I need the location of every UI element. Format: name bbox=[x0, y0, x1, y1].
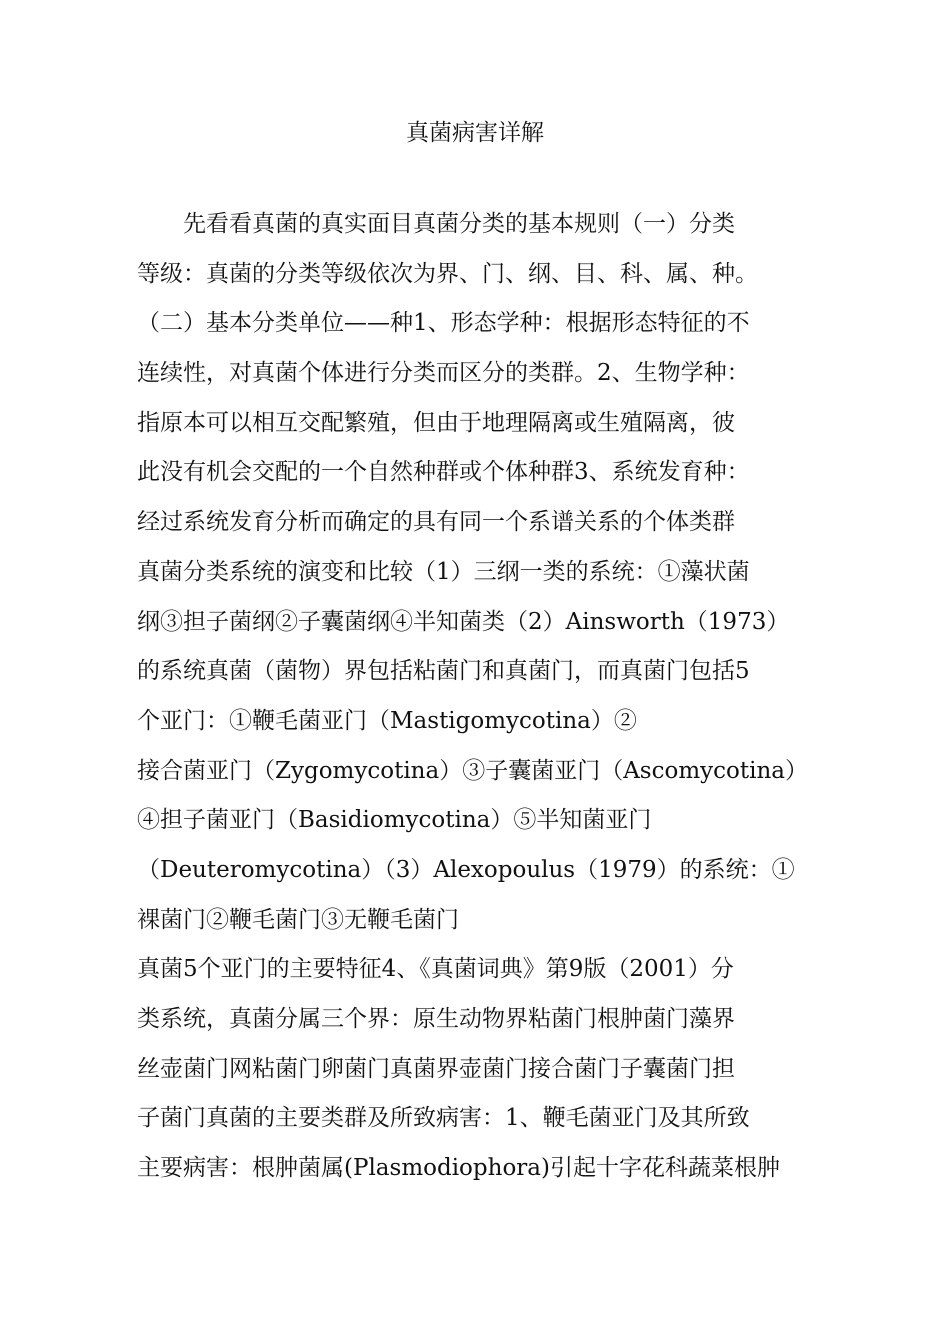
paragraph-line: （二）基本分类单位——种1、形态学种：根据形态特征的不 bbox=[137, 310, 750, 337]
paragraph-line: 等级：真菌的分类等级依次为界、门、纲、目、科、属、种。 bbox=[137, 260, 758, 287]
paragraph-line: 指原本可以相互交配繁殖，但由于地理隔离或生殖隔离，彼 bbox=[137, 409, 735, 436]
paragraph-line: 丝壶菌门网粘菌门卵菌门真菌界壶菌门接合菌门子囊菌门担 bbox=[137, 1055, 735, 1082]
paragraph-line: 主要病害：根肿菌属(Plasmodiophora)引起十字花科蔬菜根肿 bbox=[137, 1155, 780, 1182]
document-title: 真菌病害详解 bbox=[406, 120, 544, 146]
paragraph-line: 此没有机会交配的一个自然种群或个体种群3、系统发育种： bbox=[137, 459, 750, 486]
paragraph-line: 先看看真菌的真实面目真菌分类的基本规则（一）分类 bbox=[137, 211, 735, 237]
paragraph-line: （Deuteromycotina）（3）Alexopoulus（1979）的系统：① bbox=[137, 856, 795, 883]
paragraph-line: 经过系统发育分析而确定的具有同一个系谱关系的个体类群 bbox=[137, 509, 735, 536]
paragraph-line: 纲③担子菌纲②子囊菌纲④半知菌类（2）Ainsworth（1973） bbox=[137, 608, 790, 635]
document-body bbox=[137, 206, 827, 1200]
paragraph-line: 裸菌门②鞭毛菌门③无鞭毛菌门 bbox=[137, 906, 459, 933]
paragraph-line: ④担子菌亚门（Basidiomycotina）⑤半知菌亚门 bbox=[137, 807, 652, 834]
paragraph-line: 的系统真菌（菌物）界包括粘菌门和真菌门，而真菌门包括5 bbox=[137, 658, 750, 685]
paragraph-line: 个亚门：①鞭毛菌亚门（Mastigomycotina）② bbox=[137, 707, 637, 734]
paragraph-line: 类系统，真菌分属三个界：原生动物界粘菌门根肿菌门藻界 bbox=[137, 1006, 735, 1032]
paragraph-line: 子菌门真菌的主要类群及所致病害：1、鞭毛菌亚门及其所致 bbox=[137, 1105, 750, 1132]
paragraph-line: 真菌5个亚门的主要特征4、《真菌词典》第9版（2001）分 bbox=[137, 956, 734, 983]
paragraph-line: 真菌分类系统的演变和比较（1）三纲一类的系统：①藻状菌 bbox=[137, 558, 750, 585]
paragraph-line: 接合菌亚门（Zygomycotina）③子囊菌亚门（Ascomycotina） bbox=[137, 757, 808, 784]
paragraph-line: 连续性，对真菌个体进行分类而区分的类群。2、生物学种： bbox=[137, 360, 750, 387]
